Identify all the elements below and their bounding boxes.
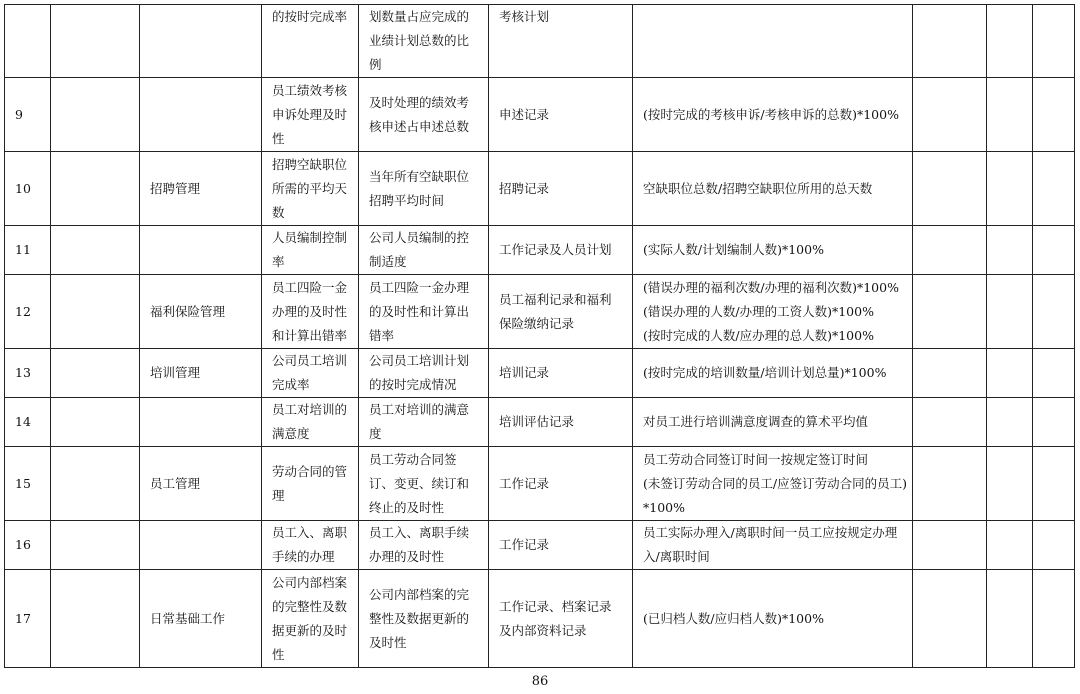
cell-formula: 空缺职位总数/招聘空缺职位所用的总天数 [633, 152, 913, 226]
cell-no: 17 [5, 570, 51, 668]
cell-definition: 公司员工培训计划的按时完成情况 [359, 349, 489, 398]
cell-blank [987, 349, 1033, 398]
table-row [5, 447, 1075, 521]
cell-blank [913, 226, 987, 275]
cell-blank [51, 398, 140, 447]
cell-category: 培训管理 [140, 349, 262, 398]
cell-category [140, 78, 262, 152]
cell-no [5, 5, 51, 78]
cell-indicator: 公司内部档案的完整性及数据更新的及时性 [262, 570, 359, 668]
cell-category [140, 521, 262, 570]
cell-blank [51, 152, 140, 226]
cell-formula: (按时完成的考核申诉/考核申诉的总数)*100% [633, 78, 913, 152]
cell-blank [51, 226, 140, 275]
cell-indicator: 的按时完成率 [262, 5, 359, 78]
table-row [5, 152, 1075, 226]
cell-blank [913, 570, 987, 668]
cell-blank [51, 570, 140, 668]
cell-definition: 员工入、离职手续办理的及时性 [359, 521, 489, 570]
table-row [5, 275, 1075, 349]
table-row [5, 226, 1075, 275]
cell-formula: 对员工进行培训满意度调查的算术平均值 [633, 398, 913, 447]
cell-source: 工作记录及人员计划 [489, 226, 633, 275]
cell-no: 11 [5, 226, 51, 275]
cell-category [140, 226, 262, 275]
cell-source: 申述记录 [489, 78, 633, 152]
cell-blank [987, 78, 1033, 152]
cell-blank [1033, 78, 1075, 152]
cell-definition: 员工对培训的满意度 [359, 398, 489, 447]
cell-blank [51, 349, 140, 398]
cell-category: 招聘管理 [140, 152, 262, 226]
table-row [5, 570, 1075, 668]
cell-definition: 公司人员编制的控制适度 [359, 226, 489, 275]
cell-indicator: 劳动合同的管理 [262, 447, 359, 521]
cell-blank [987, 152, 1033, 226]
cell-blank [51, 521, 140, 570]
cell-formula: 员工劳动合同签订时间一按规定签订时间 (未签订劳动合同的员工/应签订劳动合同的员工)*100% [633, 447, 913, 521]
cell-blank [1033, 349, 1075, 398]
cell-source: 招聘记录 [489, 152, 633, 226]
cell-source: 培训记录 [489, 349, 633, 398]
cell-blank [1033, 275, 1075, 349]
cell-indicator: 人员编制控制率 [262, 226, 359, 275]
cell-blank [51, 78, 140, 152]
cell-blank [913, 152, 987, 226]
cell-source: 培训评估记录 [489, 398, 633, 447]
cell-formula: (错误办理的福利次数/办理的福利次数)*100% (错误办理的人数/办理的工资人数)*100% (按时完成的人数/应办理的总人数)*100% [633, 275, 913, 349]
cell-blank [1033, 521, 1075, 570]
cell-blank [987, 398, 1033, 447]
cell-blank [51, 5, 140, 78]
cell-blank [1033, 5, 1075, 78]
cell-blank [987, 521, 1033, 570]
cell-blank [1033, 570, 1075, 668]
cell-definition: 员工劳动合同签订、变更、续订和终止的及时性 [359, 447, 489, 521]
cell-blank [1033, 226, 1075, 275]
cell-blank [913, 447, 987, 521]
cell-definition: 划数量占应完成的业绩计划总数的比例 [359, 5, 489, 78]
cell-no: 16 [5, 521, 51, 570]
table-row [5, 5, 1075, 78]
cell-category: 日常基础工作 [140, 570, 262, 668]
cell-blank [987, 275, 1033, 349]
cell-blank [913, 78, 987, 152]
page-number: 86 [531, 674, 549, 689]
cell-blank [51, 275, 140, 349]
cell-category: 福利保险管理 [140, 275, 262, 349]
cell-no: 10 [5, 152, 51, 226]
cell-category [140, 5, 262, 78]
cell-indicator: 员工入、离职手续的办理 [262, 521, 359, 570]
cell-definition: 公司内部档案的完整性及数据更新的及时性 [359, 570, 489, 668]
cell-source: 工作记录、档案记录及内部资料记录 [489, 570, 633, 668]
cell-indicator: 员工对培训的满意度 [262, 398, 359, 447]
cell-indicator: 招聘空缺职位所需的平均天数 [262, 152, 359, 226]
cell-category [140, 398, 262, 447]
cell-formula [633, 5, 913, 78]
cell-blank [1033, 447, 1075, 521]
cell-no: 9 [5, 78, 51, 152]
cell-indicator: 公司员工培训完成率 [262, 349, 359, 398]
cell-no: 12 [5, 275, 51, 349]
cell-blank [913, 275, 987, 349]
cell-source: 工作记录 [489, 447, 633, 521]
cell-source: 工作记录 [489, 521, 633, 570]
cell-formula: 员工实际办理入/离职时间一员工应按规定办理入/离职时间 [633, 521, 913, 570]
table-row [5, 78, 1075, 152]
cell-no: 14 [5, 398, 51, 447]
cell-blank [1033, 398, 1075, 447]
cell-blank [913, 521, 987, 570]
cell-blank [987, 570, 1033, 668]
cell-no: 15 [5, 447, 51, 521]
cell-category: 员工管理 [140, 447, 262, 521]
cell-blank [987, 447, 1033, 521]
cell-blank [51, 447, 140, 521]
table-row [5, 521, 1075, 570]
kpi-table [4, 4, 1075, 668]
cell-blank [913, 5, 987, 78]
cell-indicator: 员工绩效考核申诉处理及时性 [262, 78, 359, 152]
cell-blank [987, 226, 1033, 275]
cell-formula: (按时完成的培训数量/培训计划总量)*100% [633, 349, 913, 398]
cell-blank [987, 5, 1033, 78]
cell-no: 13 [5, 349, 51, 398]
cell-blank [1033, 152, 1075, 226]
table-row [5, 398, 1075, 447]
cell-indicator: 员工四险一金办理的及时性和计算出错率 [262, 275, 359, 349]
cell-definition: 员工四险一金办理的及时性和计算出错率 [359, 275, 489, 349]
cell-formula: (已归档人数/应归档人数)*100% [633, 570, 913, 668]
cell-definition: 及时处理的绩效考核申述占申述总数 [359, 78, 489, 152]
cell-formula: (实际人数/计划编制人数)*100% [633, 226, 913, 275]
table-row [5, 349, 1075, 398]
cell-blank [913, 398, 987, 447]
cell-definition: 当年所有空缺职位招聘平均时间 [359, 152, 489, 226]
cell-source: 员工福利记录和福利保险缴纳记录 [489, 275, 633, 349]
cell-source: 考核计划 [489, 5, 633, 78]
cell-blank [913, 349, 987, 398]
